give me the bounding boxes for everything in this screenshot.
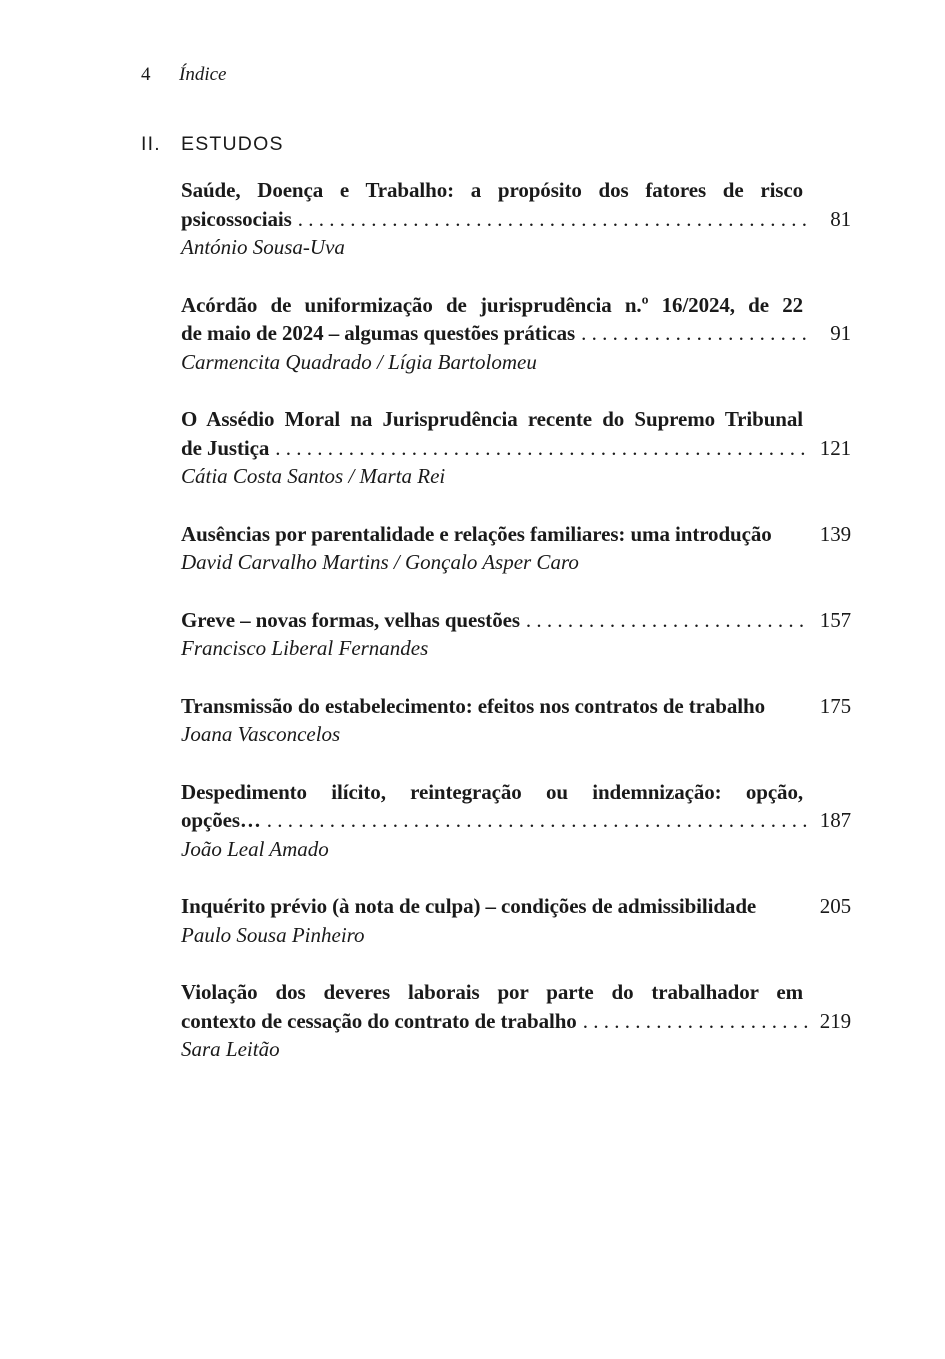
toc-title-first-line: Acórdão de uniformização de jurisprudência n.º 16/2024, de 22 xyxy=(181,292,803,317)
toc-page-number: 91 xyxy=(830,321,851,345)
dot-leader xyxy=(581,319,809,348)
toc-title: Transmissão do estabelecimento: efeitos nos contratos de trabalho xyxy=(181,693,765,718)
dot-leader xyxy=(526,606,809,635)
toc-page-number: 175 xyxy=(819,693,851,718)
toc-title: Ausências por parentalidade e relações familiares: uma introdução xyxy=(181,521,772,546)
section-number: II. xyxy=(141,133,161,155)
toc-author: António Sousa-Uva xyxy=(181,235,345,259)
toc-page-number: 205 xyxy=(819,894,851,918)
table-of-contents xyxy=(181,176,851,1093)
toc-author: Sara Leitão xyxy=(181,1037,280,1061)
toc-entry[interactable] xyxy=(181,892,851,949)
toc-page-number: 157 xyxy=(819,607,851,632)
toc-title-last-line xyxy=(181,434,851,463)
toc-entry[interactable] xyxy=(181,606,851,663)
toc-entry[interactable] xyxy=(181,405,851,491)
toc-entry[interactable] xyxy=(181,692,851,749)
toc-title-last-line xyxy=(181,1007,851,1036)
toc-page-number: 121 xyxy=(819,435,851,460)
toc-page-number: 81 xyxy=(830,206,851,231)
toc-page-number: 219 xyxy=(819,1008,851,1033)
toc-title: contexto de cessação do contrato de trabalho xyxy=(181,1008,577,1033)
toc-title: opções… xyxy=(181,808,261,832)
toc-title: de Justiça xyxy=(181,435,270,460)
dot-leader xyxy=(267,806,809,835)
toc-entry[interactable] xyxy=(181,176,851,262)
toc-title-last-line xyxy=(181,892,851,921)
toc-entry[interactable] xyxy=(181,520,851,577)
running-head xyxy=(141,64,226,86)
dot-leader xyxy=(583,1007,809,1036)
running-title: Índice xyxy=(179,64,227,85)
dot-leader xyxy=(298,205,809,234)
toc-title: de maio de 2024 – algumas questões práticas xyxy=(181,321,576,345)
toc-title-first-line: Saúde, Doença e Trabalho: a propósito dos fatores de risco xyxy=(181,178,803,202)
toc-title: Greve – novas formas, velhas questões xyxy=(181,607,520,632)
section-title: ESTUDOS xyxy=(181,133,284,155)
toc-title-first-line: Despedimento ilícito, reintegração ou indemnização: opção, xyxy=(181,779,803,804)
toc-author: Cátia Costa Santos / Marta Rei xyxy=(181,464,446,488)
toc-title-last-line xyxy=(181,205,851,234)
toc-entry[interactable] xyxy=(181,978,851,1064)
toc-title-last-line xyxy=(181,692,851,721)
toc-author: Carmencita Quadrado / Lígia Bartolomeu xyxy=(181,349,537,374)
toc-author: João Leal Amado xyxy=(181,836,329,861)
toc-entry[interactable] xyxy=(181,291,851,377)
toc-author: Francisco Liberal Fernandes xyxy=(181,636,429,660)
toc-author: Paulo Sousa Pinheiro xyxy=(181,922,365,947)
toc-title-last-line xyxy=(181,606,851,635)
section-heading xyxy=(141,133,284,156)
toc-author: Joana Vasconcelos xyxy=(181,722,341,746)
toc-title-last-line xyxy=(181,520,851,549)
toc-title: Inquérito prévio (à nota de culpa) – condições de admissibilidade xyxy=(181,894,757,918)
toc-title-last-line xyxy=(181,806,851,835)
toc-title: psicossociais xyxy=(181,206,292,231)
toc-title-last-line xyxy=(181,319,851,348)
toc-entry[interactable] xyxy=(181,778,851,864)
dot-leader xyxy=(275,434,809,463)
toc-title-first-line: O Assédio Moral na Jurisprudência recente do Supremo Tribunal xyxy=(181,407,803,431)
toc-author: David Carvalho Martins / Gonçalo Asper Caro xyxy=(181,550,579,574)
toc-title-first-line: Violação dos deveres laborais por parte do trabalhador em xyxy=(181,980,803,1004)
toc-page-number: 139 xyxy=(819,521,851,546)
toc-page-number: 187 xyxy=(819,808,851,832)
page-number: 4 xyxy=(141,64,151,85)
